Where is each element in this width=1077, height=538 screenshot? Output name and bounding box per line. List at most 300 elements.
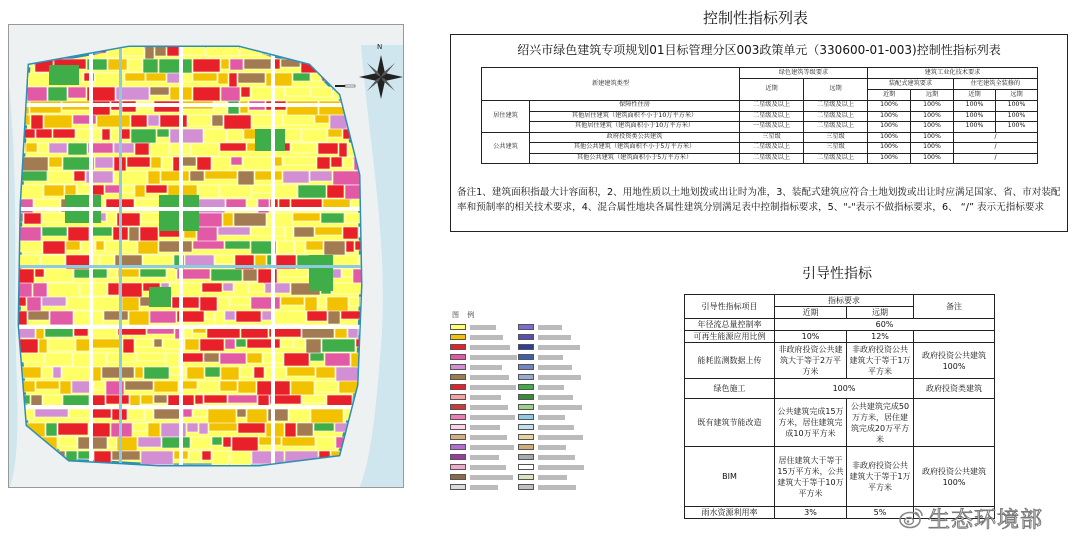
land-parcel: [77, 185, 91, 194]
header-far: 远期: [847, 307, 914, 319]
land-parcel: [346, 241, 354, 252]
row-item: 既有建筑节能改造: [685, 399, 775, 447]
land-parcel: [223, 283, 233, 291]
watermark: [898, 500, 1043, 536]
land-parcel: [277, 241, 294, 253]
land-parcel: [291, 143, 317, 153]
header-item: 引导性指标项目: [685, 295, 775, 319]
road: [9, 405, 404, 409]
land-parcel: [146, 185, 167, 193]
land-parcel: [234, 283, 248, 298]
land-parcel: [140, 269, 166, 277]
cell: [914, 399, 995, 447]
land-parcel: [241, 87, 250, 97]
guidance-indicator-heading: 引导性指标: [802, 266, 872, 282]
land-parcel: [244, 59, 271, 69]
canal: [9, 265, 404, 268]
table-row: [482, 132, 1038, 143]
land-parcel: [315, 227, 342, 235]
land-parcel: [123, 339, 134, 353]
land-parcel: [193, 59, 220, 72]
land-parcel: [238, 73, 265, 83]
land-parcel: [95, 157, 113, 168]
land-parcel: [145, 409, 153, 422]
land-parcel: [80, 283, 107, 296]
cell: 10%: [775, 331, 847, 343]
cell: 一星级及以上: [740, 122, 804, 133]
land-parcel: [27, 297, 41, 312]
land-parcel: [283, 171, 309, 183]
legend-label-placeholder: [470, 445, 514, 450]
legend-label-placeholder: [538, 465, 584, 470]
land-parcel: [28, 311, 49, 320]
land-parcel: [154, 339, 162, 347]
guidance-indicator-table: [684, 294, 995, 519]
land-parcel: [38, 143, 48, 153]
land-parcel: [143, 255, 173, 266]
cell: 100%: [911, 101, 954, 112]
cell: 100%: [954, 101, 996, 112]
land-parcel: [259, 437, 281, 445]
land-parcel: [316, 437, 335, 452]
cell: /: [954, 132, 1038, 143]
land-parcel: [293, 213, 320, 221]
land-parcel: [297, 423, 313, 436]
land-parcel: [230, 297, 250, 305]
land-parcel: [31, 115, 43, 130]
legend-label-placeholder: [470, 435, 507, 440]
land-parcel: [35, 269, 44, 277]
legend-label-placeholder: [470, 355, 517, 360]
land-parcel: [193, 87, 220, 101]
cell: 100%: [954, 122, 996, 133]
land-parcel: [34, 199, 60, 214]
land-parcel: [26, 143, 37, 152]
land-parcel: [45, 353, 72, 366]
cell: 三星级: [804, 143, 868, 154]
header-full-decoration: 住宅建筑全装修的: [954, 79, 1038, 90]
land-parcel: [180, 353, 203, 362]
legend-swatch: [518, 474, 534, 480]
group-residential: 居住建筑: [482, 101, 530, 133]
cell: 100%: [775, 379, 914, 399]
table-row: [685, 319, 995, 331]
land-parcel: [108, 269, 117, 278]
cell: 三星级: [740, 132, 804, 143]
header-deco-far: 远期: [996, 90, 1038, 101]
land-parcel: [265, 283, 290, 293]
cell: 100%: [996, 122, 1038, 133]
land-parcel: [295, 241, 305, 255]
land-use-map: [8, 24, 404, 488]
cell: 居住建筑大于等于15万平方米，公共建筑大于等于10万平方米: [775, 447, 847, 507]
legend-swatch: [518, 404, 534, 410]
land-parcel: [228, 395, 257, 403]
land-parcel: [122, 297, 139, 311]
land-parcel: [187, 423, 198, 432]
land-parcel: [302, 129, 327, 142]
land-parcel: [240, 367, 253, 377]
north-label: N: [377, 43, 383, 51]
land-parcel: [302, 395, 326, 403]
land-parcel: [342, 269, 352, 277]
legend-swatch: [518, 464, 534, 470]
land-parcel: [137, 353, 165, 361]
table-row: [685, 379, 995, 399]
land-parcel: [232, 437, 258, 451]
land-parcel: [283, 115, 314, 125]
land-parcel: [322, 339, 355, 352]
row-type: 其他公共建筑（建筑面积小于5万平方米）: [530, 153, 740, 164]
table-row: [482, 111, 1038, 122]
land-parcel: [50, 311, 73, 325]
header-prefab-far: 远期: [911, 90, 954, 101]
land-parcel: [68, 143, 87, 155]
land-parcel: [159, 241, 192, 252]
legend-swatch: [518, 354, 534, 360]
land-parcel: [285, 227, 293, 241]
land-parcel: [141, 451, 173, 465]
cell: 100%: [911, 143, 954, 154]
land-parcel: [143, 59, 158, 73]
land-parcel: [151, 157, 161, 168]
land-parcel: [230, 59, 243, 70]
legend-label-placeholder: [538, 345, 580, 350]
legend-label-placeholder: [470, 375, 509, 380]
legend-swatch: [518, 374, 534, 380]
map-canvas: [9, 25, 404, 488]
land-parcel: [236, 311, 261, 322]
land-parcel: [230, 451, 251, 466]
land-parcel: [224, 115, 251, 130]
legend-swatch: [450, 484, 466, 490]
land-parcel: [120, 283, 142, 298]
legend-label-placeholder: [470, 405, 508, 410]
land-parcel: [281, 297, 304, 305]
land-parcel: [148, 115, 159, 126]
land-parcel: [135, 339, 153, 347]
cell: 100%: [996, 111, 1038, 122]
land-parcel: [284, 353, 309, 366]
land-parcel: [191, 143, 219, 156]
land-parcel: [349, 297, 359, 306]
land-parcel: [166, 353, 179, 368]
land-parcel: [193, 73, 217, 81]
legend-label-placeholder: [470, 425, 500, 430]
land-parcel: [306, 339, 321, 354]
legend-swatch: [450, 444, 466, 450]
land-parcel: [45, 269, 73, 282]
legend-swatch: [518, 424, 534, 430]
land-parcel: [182, 157, 196, 166]
cell: [914, 331, 995, 343]
land-parcel: [128, 59, 142, 72]
cell: 100%: [911, 111, 954, 122]
land-parcel: [225, 311, 235, 320]
land-parcel: [150, 311, 176, 323]
cell: 100%: [911, 132, 954, 143]
legend-swatch: [518, 484, 534, 490]
land-parcel: [330, 115, 347, 130]
land-parcel: [228, 101, 239, 114]
cell: 二星级及以上: [804, 122, 868, 133]
land-parcel: [92, 185, 104, 195]
land-parcel: [251, 87, 284, 100]
weibo-icon: [898, 505, 924, 531]
land-parcel: [90, 227, 112, 236]
land-parcel: [33, 283, 47, 297]
land-parcel: [339, 381, 358, 393]
land-parcel: [204, 353, 219, 362]
legend-label-placeholder: [470, 385, 516, 390]
land-parcel: [220, 353, 246, 364]
land-parcel: [170, 367, 186, 375]
land-parcel: [138, 437, 161, 447]
road: [9, 325, 404, 329]
land-parcel: [238, 171, 254, 185]
cell: 政府投资公共建筑100%: [914, 343, 995, 379]
land-parcel: [202, 451, 211, 460]
land-parcel: [205, 311, 214, 319]
land-parcel: [170, 283, 201, 297]
legend-swatch: [450, 404, 466, 410]
land-parcel: [218, 73, 228, 84]
land-parcel: [96, 241, 104, 250]
land-parcel: [318, 143, 338, 154]
header-industrialization: 建筑工业化技术要求: [868, 68, 1038, 79]
legend-label-placeholder: [538, 395, 573, 400]
land-parcel: [141, 395, 153, 404]
land-parcel: [249, 283, 264, 292]
header-near: 近期: [775, 307, 847, 319]
land-parcel: [324, 241, 345, 256]
land-parcel: [191, 437, 211, 449]
land-parcel: [266, 73, 292, 86]
land-parcel: [247, 409, 267, 423]
cell: 二星级及以上: [740, 153, 804, 164]
land-parcel: [150, 143, 169, 157]
land-parcel: [274, 157, 282, 166]
legend-swatch: [518, 324, 534, 330]
land-parcel: [195, 213, 222, 227]
land-parcel: [65, 185, 76, 195]
header-green-near: 近期: [740, 79, 804, 101]
land-parcel: [204, 129, 226, 144]
cell: 二星级及以上: [804, 111, 868, 122]
land-parcel: [328, 311, 340, 324]
road: [9, 207, 404, 211]
land-parcel: [205, 367, 220, 377]
scale-bar: [335, 85, 355, 87]
land-parcel: [135, 185, 145, 197]
land-parcel: [315, 381, 338, 392]
road: [179, 25, 183, 488]
land-parcel: [251, 297, 280, 309]
land-parcel: [148, 423, 160, 437]
legend-swatch: [450, 414, 466, 420]
land-parcel: [202, 283, 222, 292]
legend-label-placeholder: [538, 485, 576, 490]
table-row: [685, 447, 995, 507]
land-parcel: [247, 353, 262, 363]
cell: 非政府投资公共建筑大于等于1万平方米: [847, 343, 914, 379]
land-parcel: [111, 129, 119, 141]
row-item: 可再生能源应用比例: [685, 331, 775, 343]
land-parcel: [314, 423, 334, 431]
land-parcel: [135, 367, 143, 378]
header-note: 备注: [914, 295, 995, 319]
land-parcel: [74, 311, 103, 326]
land-parcel: [146, 73, 166, 81]
cell: 二星级及以上: [740, 101, 804, 112]
land-parcel: [294, 227, 314, 237]
land-parcel: [39, 339, 47, 353]
legend-swatch: [518, 344, 534, 350]
land-parcel: [221, 87, 240, 102]
land-parcel: [148, 171, 160, 184]
land-parcel: [193, 409, 207, 417]
land-parcel: [204, 395, 227, 403]
land-parcel: [311, 87, 332, 97]
land-parcel: [327, 297, 348, 312]
row-item: 能耗监测数据上传: [685, 343, 775, 379]
legend-label-placeholder: [538, 405, 582, 410]
land-parcel: [48, 339, 75, 351]
table-row: [482, 101, 1038, 112]
land-parcel: [212, 115, 223, 126]
land-parcel: [317, 157, 330, 169]
legend-swatch: [518, 364, 534, 370]
control-indicator-table: [481, 67, 1038, 164]
cell: 二星级及以上: [804, 153, 868, 164]
land-parcel: [208, 409, 236, 424]
land-parcel: [74, 171, 85, 181]
land-parcel: [243, 269, 257, 281]
legend-swatch: [450, 424, 466, 430]
legend-label-placeholder: [538, 435, 583, 440]
cell: 公共建筑完成15万方米，居住建筑完成10万平方米: [775, 399, 847, 447]
land-parcel: [229, 73, 237, 87]
land-parcel: [343, 157, 353, 168]
land-parcel: [221, 59, 229, 69]
land-parcel: [105, 185, 121, 193]
land-parcel: [49, 143, 67, 153]
land-parcel: [220, 185, 251, 197]
green-space: [309, 255, 333, 291]
land-parcel: [291, 381, 314, 395]
control-indicator-heading: 控制性指标列表: [703, 9, 809, 27]
land-parcel: [273, 185, 297, 198]
legend-swatch: [450, 464, 466, 470]
land-parcel: [227, 129, 243, 141]
cell: /: [954, 153, 1038, 164]
land-parcel: [48, 171, 73, 184]
header-green-far: 远期: [804, 79, 868, 101]
land-parcel: [106, 395, 129, 404]
land-parcel: [205, 171, 237, 179]
land-parcel: [108, 283, 119, 295]
land-parcel: [91, 339, 122, 348]
land-parcel: [42, 227, 67, 236]
legend-label-placeholder: [470, 365, 502, 370]
land-parcel: [278, 269, 308, 277]
legend-label-placeholder: [538, 325, 562, 330]
land-parcel: [35, 409, 68, 417]
legend-label-placeholder: [538, 455, 575, 460]
legend-swatch: [450, 434, 466, 440]
land-parcel: [122, 185, 134, 193]
legend-swatch: [518, 384, 534, 390]
legend-swatch: [518, 444, 534, 450]
land-parcel: [108, 59, 127, 70]
land-parcel: [94, 381, 105, 390]
control-indicator-caption: 绍兴市绿色建筑专项规划01目标管理分区003政策单元（330600-01-003)控制性指标列表: [517, 43, 1001, 57]
legend-label-placeholder: [470, 475, 513, 480]
land-parcel: [225, 241, 250, 249]
row-type: 其他居住建筑（建筑面积小于10万平方米）: [530, 122, 740, 133]
land-parcel: [62, 367, 92, 381]
road: [89, 25, 93, 488]
land-parcel: [218, 227, 250, 235]
cell: 3%: [775, 507, 847, 519]
group-public: 公共建筑: [482, 132, 530, 164]
legend-swatch: [450, 384, 466, 390]
land-parcel: [212, 437, 222, 445]
land-parcel: [133, 423, 147, 431]
cell: /: [954, 143, 1038, 154]
cell: 二星级及以上: [804, 101, 868, 112]
land-parcel: [274, 311, 306, 324]
land-parcel: [24, 213, 41, 224]
land-parcel: [128, 409, 144, 420]
land-parcel: [48, 283, 79, 298]
land-parcel: [185, 339, 199, 350]
table-row: [685, 399, 995, 447]
canal: [119, 25, 122, 488]
land-parcel: [167, 73, 180, 83]
land-parcel: [198, 381, 219, 393]
map-legend: [446, 300, 678, 496]
legend-swatch: [450, 334, 466, 340]
legend-label-placeholder: [470, 325, 496, 330]
land-parcel: [285, 423, 296, 437]
land-parcel: [157, 129, 169, 137]
land-parcel: [212, 157, 230, 171]
cell: 100%: [868, 122, 911, 133]
land-parcel: [107, 213, 116, 224]
land-parcel: [66, 241, 80, 250]
land-parcel: [199, 423, 208, 434]
land-parcel: [67, 297, 92, 310]
table-row: [482, 122, 1038, 133]
land-parcel: [131, 129, 156, 144]
land-parcel: [238, 423, 265, 433]
header-deco-near: 近期: [954, 90, 996, 101]
land-parcel: [108, 437, 116, 447]
land-parcel: [254, 367, 264, 378]
land-parcel: [298, 185, 326, 198]
land-parcel: [316, 367, 335, 378]
row-type: 政府投资类公共建筑: [530, 132, 740, 143]
land-parcel: [76, 129, 101, 140]
legend-swatch: [450, 354, 466, 360]
cell: 100%: [911, 153, 954, 164]
land-parcel: [44, 185, 64, 196]
land-parcel: [282, 437, 315, 446]
land-parcel: [127, 157, 150, 167]
land-parcel: [185, 255, 214, 266]
land-parcel: [283, 157, 316, 165]
